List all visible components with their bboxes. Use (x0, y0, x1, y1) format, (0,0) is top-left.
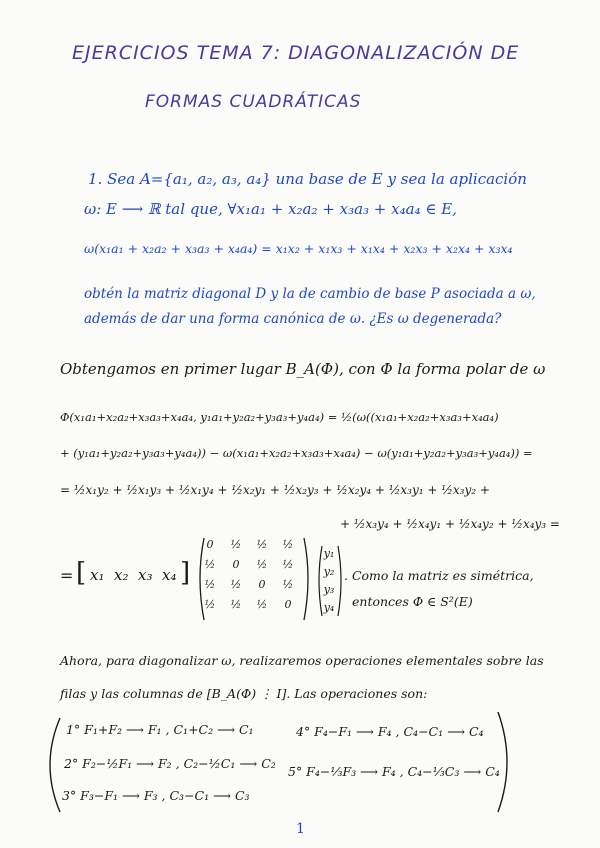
matrix-cell: ½ (204, 598, 216, 611)
polar-form-line-1: Φ(x₁a₁+x₂a₂+x₃a₃+x₄a₄, y₁a₁+y₂a₂+y₃a₃+y₄a₄) = ½(ω((x₁a₁+x₂a₂+x₃a₃+x₄a₄) (60, 410, 499, 424)
row-vector-x3: x₃ (138, 566, 153, 584)
column-vector-y1: y₁ (323, 547, 335, 560)
matrix-bracket-left (200, 538, 204, 620)
matrix-cell: 0 (232, 558, 240, 571)
matrix-cell: ½ (230, 578, 242, 591)
row-vector-x4: x₄ (162, 566, 177, 584)
matrix-cell: ½ (282, 558, 294, 571)
row-vector-bracket-left: [ (76, 558, 87, 588)
symmetric-note-2: entonces Φ ∈ S²(E) (352, 594, 473, 609)
diagonalize-line-1: Ahora, para diagonalizar ω, realizaremos operaciones elementales sobre las (60, 653, 544, 668)
operations-paren-left (50, 718, 60, 812)
page-subtitle: FORMAS CUADRÁTICAS (145, 92, 362, 112)
exercise-line-3: ω(x₁a₁ + x₂a₂ + x₃a₃ + x₄a₄) = x₁x₂ + x₁x₃ + x₁x₄ + x₂x₃ + x₂x₄ + x₃x₄ (84, 241, 513, 256)
page-title: EJERCICIOS TEMA 7: DIAGONALIZACIÓN DE (72, 42, 520, 64)
polar-form-line-4: + ½x₃y₄ + ½x₄y₁ + ½x₄y₂ + ½x₄y₃ = (340, 517, 560, 531)
matrix-bracket-right (304, 538, 308, 620)
row-vector-bracket-right: ] (180, 558, 191, 588)
polar-form-line-2: + (y₁a₁+y₂a₂+y₃a₃+y₄a₄)) − ω(x₁a₁+x₂a₂+x₃a₃+x₄a₄) − ω(y₁a₁+y₂a₂+y₃a₃+y₄a₄)) = (60, 446, 533, 460)
operation-5: 5° F₄−⅓F₃ ⟶ F₄ , C₄−⅓C₃ ⟶ C₄ (288, 764, 500, 779)
matrix-cell: ½ (256, 538, 268, 551)
row-vector-x1: x₁ (90, 566, 105, 584)
matrix-cell: ½ (282, 578, 294, 591)
exercise-line-5: además de dar una forma canónica de ω. ¿Es ω degenerada? (84, 311, 502, 327)
polar-form-line-3: = ½x₁y₂ + ½x₁y₃ + ½x₁y₄ + ½x₂y₁ + ½x₂y₃ + ½x₂y₄ + ½x₃y₁ + ½x₃y₂ + (60, 483, 490, 497)
column-vector-y3: y₃ (323, 583, 335, 596)
exercise-line-4: obtén la matriz diagonal D y la de cambio de base P asociada a ω, (84, 286, 536, 302)
matrix-cell: 0 (206, 538, 214, 551)
page-number: 1 (296, 821, 305, 837)
matrix-cell: ½ (256, 558, 268, 571)
matrix-cell: ½ (204, 578, 216, 591)
matrix-cell: 0 (284, 598, 292, 611)
solution-intro: Obtengamos en primer lugar B_A(Φ), con Φ la forma polar de ω (60, 360, 546, 378)
matrix-cell: 0 (258, 578, 266, 591)
matrix-cell: ½ (204, 558, 216, 571)
column-vector-y4: y₄ (323, 601, 335, 614)
equals-sign: = (60, 566, 74, 585)
column-vector-y2: y₂ (323, 565, 335, 578)
matrix-cell: ½ (230, 538, 242, 551)
matrix-cell: ½ (230, 598, 242, 611)
diagonalize-line-2: filas y las columnas de [B_A(Φ) ⋮ I]. Las operaciones son: (60, 686, 428, 701)
exercise-line-2: ω: E ⟶ ℝ tal que, ∀x₁a₁ + x₂a₂ + x₃a₃ + x₄a₄ ∈ E, (84, 200, 457, 218)
exercise-line-1: 1. Sea A={a₁, a₂, a₃, a₄} una base de E y sea la aplicación (88, 170, 527, 188)
operations-paren-right (498, 712, 507, 812)
vector-bracket-right (338, 546, 341, 616)
row-vector-x2: x₂ (114, 566, 129, 584)
operation-1: 1° F₁+F₂ ⟶ F₁ , C₁+C₂ ⟶ C₁ (66, 722, 254, 737)
vector-bracket-left (319, 546, 322, 616)
symmetric-note-1: . Como la matriz es simétrica, (344, 568, 534, 583)
matrix-cell: ½ (282, 538, 294, 551)
operation-4: 4° F₄−F₁ ⟶ F₄ , C₄−C₁ ⟶ C₄ (296, 724, 484, 739)
matrix-cell: ½ (256, 598, 268, 611)
operation-3: 3° F₃−F₁ ⟶ F₃ , C₃−C₁ ⟶ C₃ (62, 788, 250, 803)
operation-2: 2° F₂−½F₁ ⟶ F₂ , C₂−½C₁ ⟶ C₂ (64, 756, 276, 771)
